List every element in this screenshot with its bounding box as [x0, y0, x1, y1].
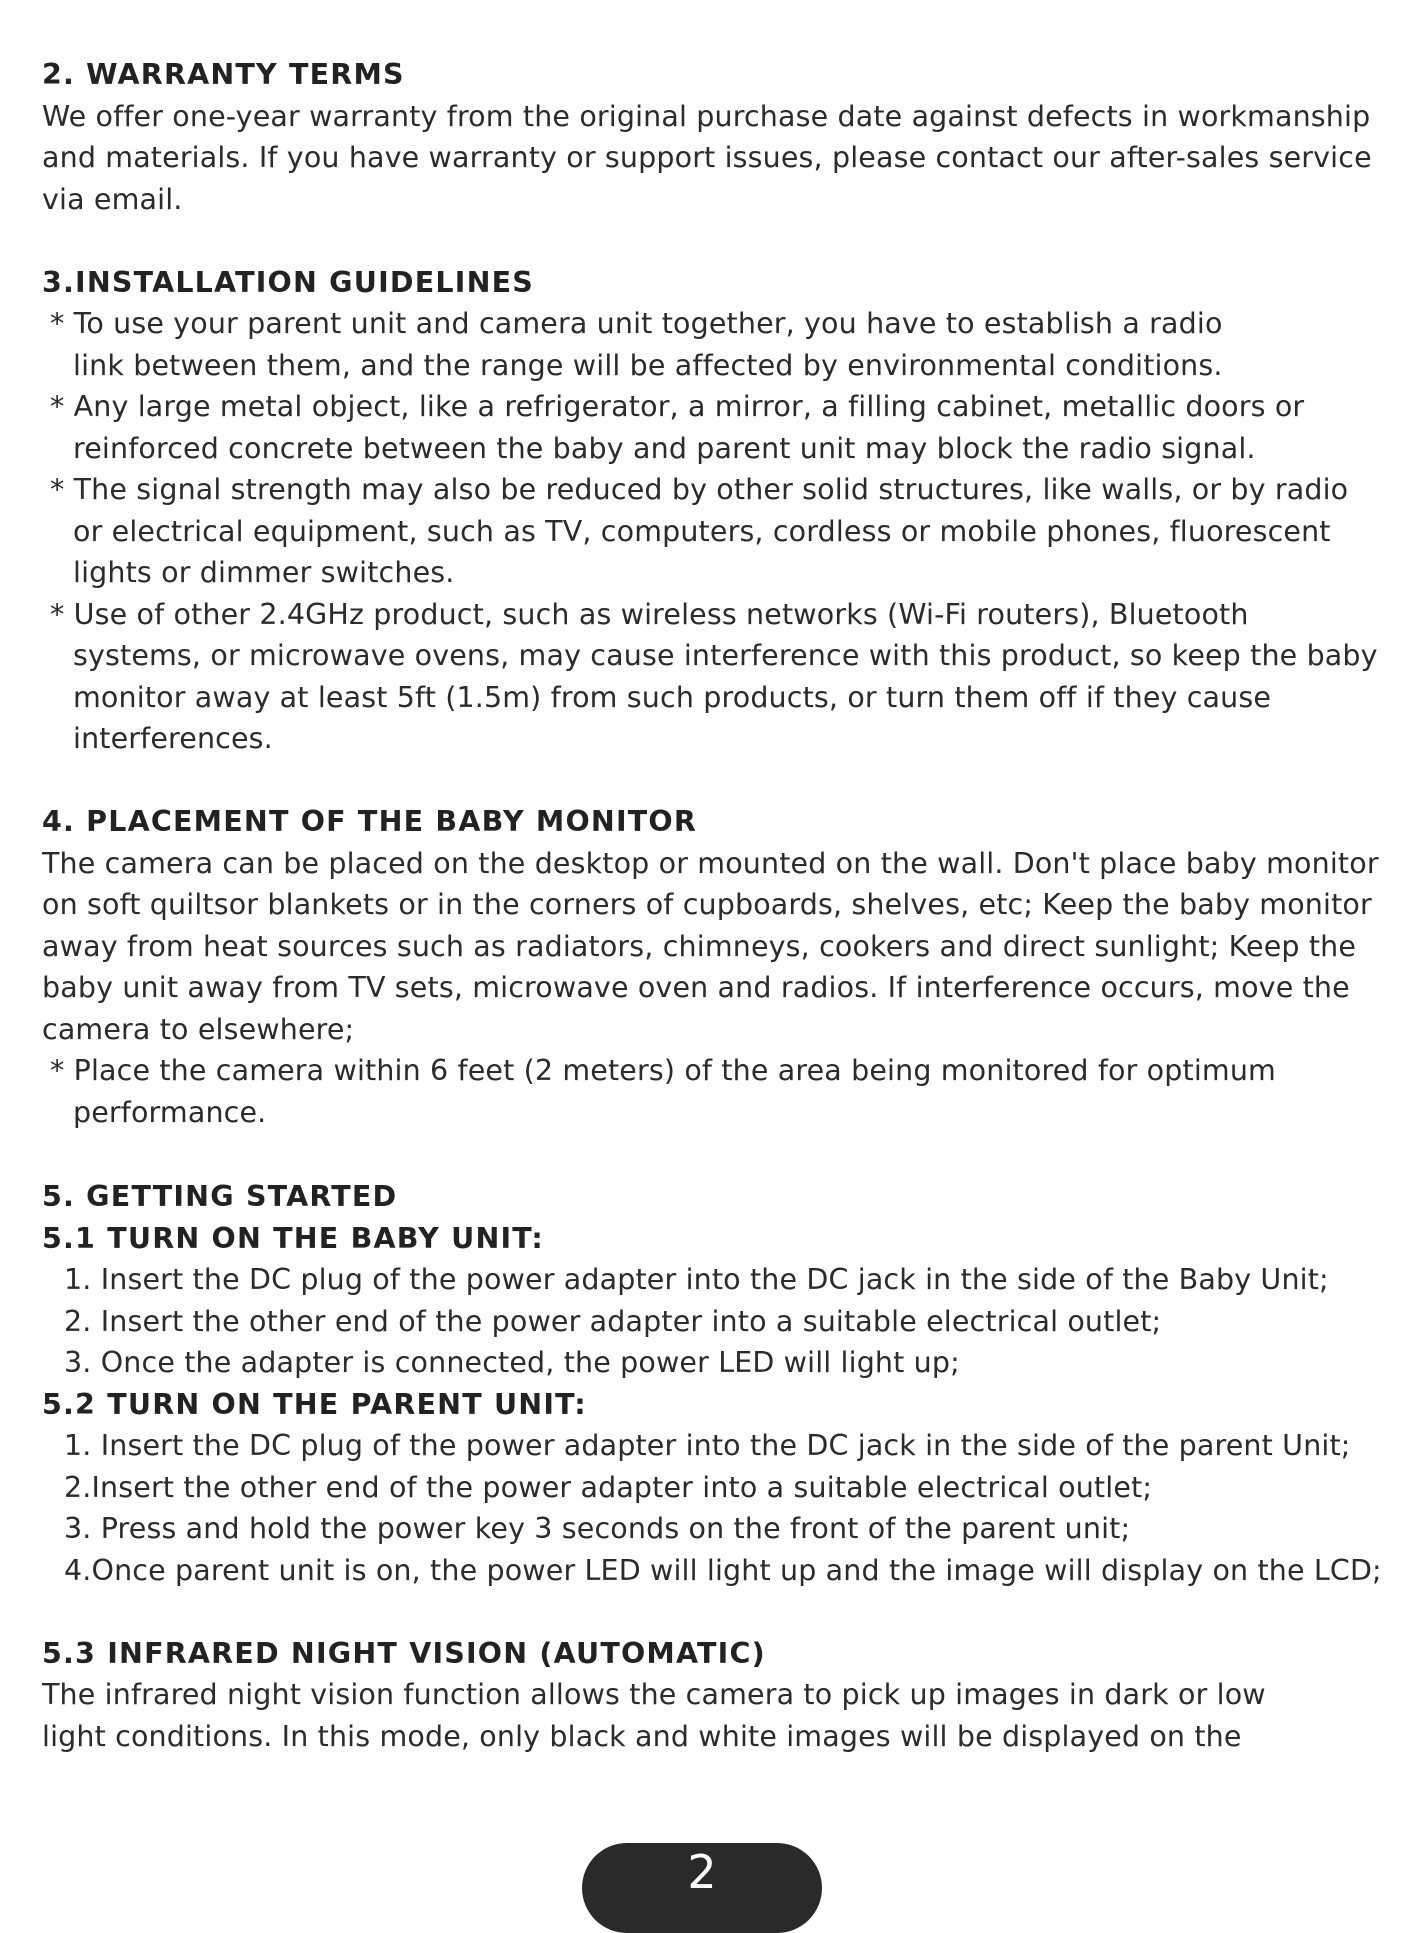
installation-bullet: * The signal strength may also be reduced by other solid structures, like walls, or by radio — [50, 473, 1349, 506]
baby-unit-heading: 5.1 TURN ON THE BABY UNIT: — [42, 1221, 544, 1255]
baby-unit-step: 3. Once the adapter is connected, the power LED will light up; — [64, 1346, 960, 1379]
night-vision-text-line: The infrared night vision function allows the camera to pick up images in dark or low — [42, 1678, 1266, 1711]
parent-unit-step: 1. Insert the DC plug of the power adapter into the DC jack in the side of the parent Unit; — [64, 1429, 1351, 1462]
installation-bullet: * To use your parent unit and camera unit together, you have to establish a radio — [50, 307, 1223, 340]
section-spacer — [42, 220, 1414, 262]
placement-text-line: away from heat sources such as radiators, chimneys, cookers and direct sunlight; Keep the — [42, 929, 1357, 963]
parent-unit-step: 2.Insert the other end of the power adapter into a suitable electrical outlet; — [64, 1470, 1153, 1504]
installation-bullet-continued: reinforced concrete between the baby and parent unit may block the radio signal. — [73, 431, 1256, 465]
placement-section — [42, 801, 1414, 1133]
installation-section — [42, 262, 1414, 760]
placement-text-line: camera to elsewhere; — [42, 1012, 355, 1046]
placement-text-line: on soft quiltsor blankets or in the corners of cupboards, shelves, etc; Keep the baby monitor — [42, 888, 1372, 921]
getting-started-heading: 5. GETTING STARTED — [42, 1180, 398, 1213]
installation-bullet-continued: monitor away at least 5ft (1.5m) from such products, or turn them off if they cause — [73, 680, 1272, 714]
warranty-section — [42, 54, 1414, 220]
baby-unit-step: 1. Insert the DC plug of the power adapter into the DC jack in the side of the Baby Unit; — [64, 1263, 1329, 1296]
warranty-heading: 2. WARRANTY TERMS — [42, 58, 405, 91]
getting-started-section — [42, 1176, 1414, 1757]
night-vision-heading: 5.3 INFRARED NIGHT VISION (AUTOMATIC) — [42, 1636, 766, 1670]
placement-text-line: The camera can be placed on the desktop or mounted on the wall. Don't place baby monitor — [42, 846, 1379, 880]
placement-bullet: * Place the camera within 6 feet (2 meters) of the area being monitored for optimum — [50, 1054, 1276, 1087]
section-spacer — [42, 1133, 1414, 1176]
baby-unit-step: 2. Insert the other end of the power adapter into a suitable electrical outlet; — [64, 1304, 1162, 1338]
page-number: 2 — [687, 1845, 717, 1899]
installation-heading: 3.INSTALLATION GUIDELINES — [42, 265, 535, 299]
placement-bullet-continued: performance. — [73, 1095, 267, 1129]
placement-heading: 4. PLACEMENT OF THE BABY MONITOR — [42, 805, 697, 838]
manual-page — [42, 54, 1414, 1757]
installation-bullet-continued: lights or dimmer switches. — [73, 556, 455, 589]
installation-bullet-continued: link between them, and the range will be affected by environmental conditions. — [73, 348, 1223, 382]
placement-text-line: baby unit away from TV sets, microwave oven and radios. If interference occurs, move the — [42, 971, 1350, 1004]
warranty-text-line: and materials. If you have warranty or support issues, please contact our after-sales service — [42, 141, 1372, 174]
installation-bullet: * Any large metal object, like a refrigerator, a mirror, a filling cabinet, metallic doors or — [50, 390, 1305, 423]
page-number-tab — [582, 1843, 822, 1933]
parent-unit-step: 3. Press and hold the power key 3 seconds on the front of the parent unit; — [64, 1512, 1131, 1545]
section-spacer — [42, 1591, 1414, 1633]
installation-bullet-continued: interferences. — [73, 722, 273, 755]
installation-bullet-continued: or electrical equipment, such as TV, computers, cordless or mobile phones, fluorescent — [73, 514, 1331, 548]
installation-bullet: * Use of other 2.4GHz product, such as wireless networks (Wi-Fi routers), Bluetooth — [50, 597, 1249, 631]
warranty-text-line: We offer one-year warranty from the original purchase date against defects in workmanship — [42, 99, 1371, 133]
warranty-text-line: via email. — [42, 182, 183, 216]
section-spacer — [42, 760, 1414, 802]
night-vision-text-line: light conditions. In this mode, only black and white images will be displayed on the — [42, 1719, 1242, 1753]
installation-bullet-continued: systems, or microwave ovens, may cause interference with this product, so keep the baby — [73, 639, 1378, 672]
parent-unit-step: 4.Once parent unit is on, the power LED will light up and the image will display on the LCD; — [64, 1553, 1382, 1587]
parent-unit-heading: 5.2 TURN ON THE PARENT UNIT: — [42, 1387, 587, 1421]
